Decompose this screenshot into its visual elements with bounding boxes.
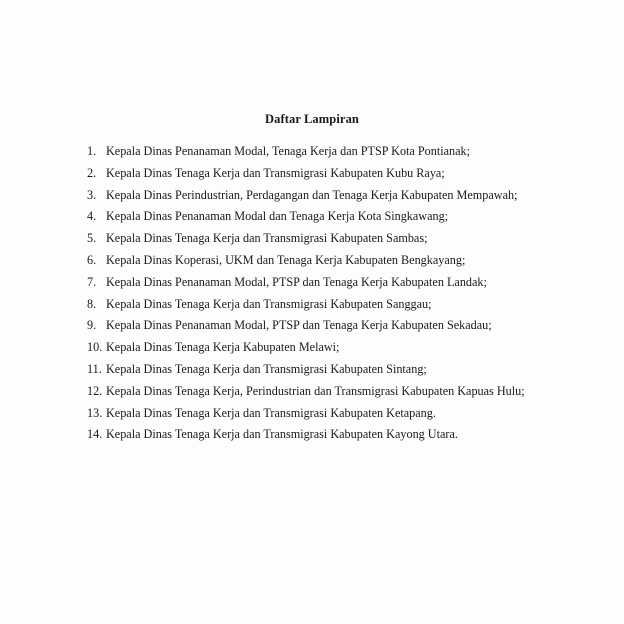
list-item	[87, 318, 607, 340]
item-number: 6.	[87, 252, 97, 267]
item-number: 7.	[87, 274, 97, 289]
item-number: 9.	[87, 318, 97, 333]
item-text: Kepala Dinas Penanaman Modal, Tenaga Kerja dan PTSP Kota Pontianak;	[106, 144, 471, 158]
item-text: Kepala Dinas Koperasi, UKM dan Tenaga Kerja Kabupaten Bengkayang;	[106, 252, 466, 267]
item-text: Kepala Dinas Tenaga Kerja dan Transmigrasi Kabupaten Sambas;	[106, 231, 428, 246]
item-text: Kepala Dinas Tenaga Kerja dan Transmigrasi Kabupaten Kayong Utara.	[106, 427, 458, 442]
item-text: Kepala Dinas Tenaga Kerja dan Transmigrasi Kabupaten Sanggau;	[106, 296, 432, 311]
item-text: Kepala Dinas Penanaman Modal dan Tenaga Kerja Kota Singkawang;	[106, 209, 449, 224]
item-number: 1.	[87, 144, 97, 158]
list-item	[87, 406, 607, 428]
item-text: Kepala Dinas Tenaga Kerja Kabupaten Melawi;	[106, 340, 340, 355]
list-item	[87, 427, 607, 449]
list-item	[87, 188, 607, 210]
list-item	[87, 297, 607, 319]
item-text: Kepala Dinas Perindustrian, Perdagangan dan Tenaga Kerja Kabupaten Mempawah;	[106, 187, 518, 202]
item-number: 5.	[87, 231, 97, 246]
item-number: 2.	[87, 165, 97, 180]
list-item	[87, 340, 607, 362]
item-number: 11.	[87, 361, 102, 376]
item-text: Kepala Dinas Tenaga Kerja dan Transmigrasi Kabupaten Sintang;	[106, 361, 427, 376]
item-number: 8.	[87, 296, 97, 311]
item-number: 3.	[87, 187, 97, 202]
list-item	[87, 384, 607, 406]
item-number: 13.	[87, 405, 103, 420]
list-item	[87, 275, 607, 297]
page-title: Daftar Lampiran	[265, 112, 359, 126]
list-item	[87, 253, 607, 275]
item-number: 4.	[87, 209, 97, 224]
item-text: Kepala Dinas Tenaga Kerja, Perindustrian dan Transmigrasi Kabupaten Kapuas Hulu;	[106, 383, 525, 398]
item-text: Kepala Dinas Tenaga Kerja dan Transmigrasi Kabupaten Ketapang.	[106, 405, 436, 420]
attachment-list	[87, 144, 607, 449]
item-number: 10.	[87, 340, 103, 355]
list-item	[87, 362, 607, 384]
item-number: 14.	[87, 427, 103, 442]
item-text: Kepala Dinas Penanaman Modal, PTSP dan Tenaga Kerja Kabupaten Landak;	[106, 274, 487, 289]
list-item	[87, 166, 607, 188]
item-text: Kepala Dinas Tenaga Kerja dan Transmigrasi Kabupaten Kubu Raya;	[106, 165, 445, 180]
list-item	[87, 209, 607, 231]
list-item	[87, 144, 607, 166]
item-number: 12.	[87, 383, 103, 398]
list-item	[87, 231, 607, 253]
item-text: Kepala Dinas Penanaman Modal, PTSP dan Tenaga Kerja Kabupaten Sekadau;	[106, 318, 492, 333]
